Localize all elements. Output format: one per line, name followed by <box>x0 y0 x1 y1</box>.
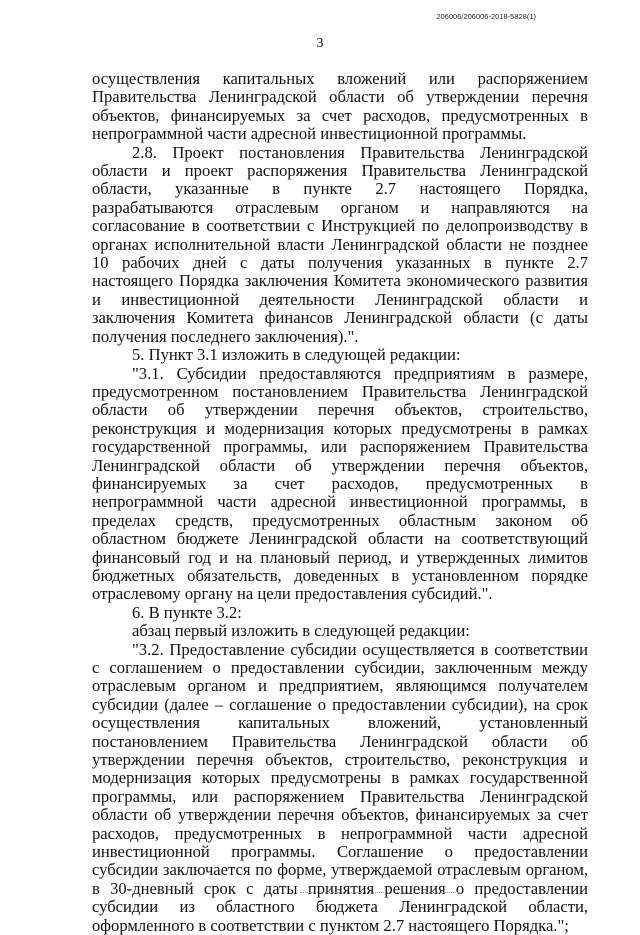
paragraph-item-6: 6. В пункте 3.2: <box>132 602 242 622</box>
paragraph-item-5: 5. Пункт 3.1 изложить в следующей редакции: <box>132 345 461 365</box>
document-body <box>92 70 588 935</box>
document-id: 206006/206006-2018-5828(1) <box>436 12 536 21</box>
paragraph-continuation: осуществления капитальных вложений или распоряжением Правительства Ленинградской области об утверждении перечня объектов, финансируемых за счет расходов, предусмотренных в непрограммной части адресной инвестиционной программы. <box>92 69 588 144</box>
page-number: 3 <box>316 36 324 51</box>
paragraph-3-1: "3.1. Субсидии предоставляются предприятиям в размере, предусмотренном постановлением Правительства Ленинградской области об утверждении перечня объектов, строительство, реконструкция и модернизация которых предусмотрены в рамках государственной программы, или распоряжением Правительства Ленинградской области об утверждении перечня объектов, финансируемых за счет расходов, предусмотренных в непрограммной части адресной инвестиционной программы, в пределах средств, предусмотренных областным законом об областном бюджете Ленинградской области на соответствующий финансовый год и на плановый период, и утвержденных лимитов бюджетных обязательств, доведенных в установленном порядке отраслевому органу на цели предоставления субсидий.". <box>92 363 588 604</box>
paragraph-3-2: "3.2. Предоставление субсидии осуществляется в соответствии с соглашением о предоставлении субсидии, заключенным между отраслевым органом и предприятием, являющимся получателем субсидии (далее – соглашение о предоставлении субсидии), на срок осуществления капитальных вложений, установленный постановлением Правительства Ленинградской области об утверждении перечня объектов, строительство, реконструкция и модернизация которых предусмотрены в рамках государственной программы, или распоряжением Правительства Ленинградской области об утверждении перечня объектов, финансируемых за счет расходов, предусмотренных в непрограммной части адресной инвестиционной программы. Соглашение о предоставлении субсидии заключается по форме, утверждаемой отраслевым органом, в 30-дневный срок с даты принятия решения о предоставлении субсидии из областного бюджета Ленинградской области, оформленного в соответствии с пунктом 2.7 настоящего Порядка."; <box>92 639 588 935</box>
paragraph-abzac: абзац первый изложить в следующей редакции: <box>132 621 470 641</box>
scan-artifact-line <box>300 892 460 894</box>
paragraph-2-8: 2.8. Проект постановления Правительства Ленинградской области и проект распоряжения Правительства Ленинградской области, указанные в пункте 2.7 настоящего Порядка, разрабатываются отраслевым органом и направляются на согласование в соответствии с Инструкцией по делопроизводству в органах исполнительной власти Ленинградской области не позднее 10 рабочих дней с даты получения указанных в пункте 2.7 настоящего Порядка заключения Комитета экономического развития и инвестиционной деятельности Ленинградской области и заключения Комитета финансов Ленинградской области (с даты получения последнего заключения).". <box>92 142 588 346</box>
